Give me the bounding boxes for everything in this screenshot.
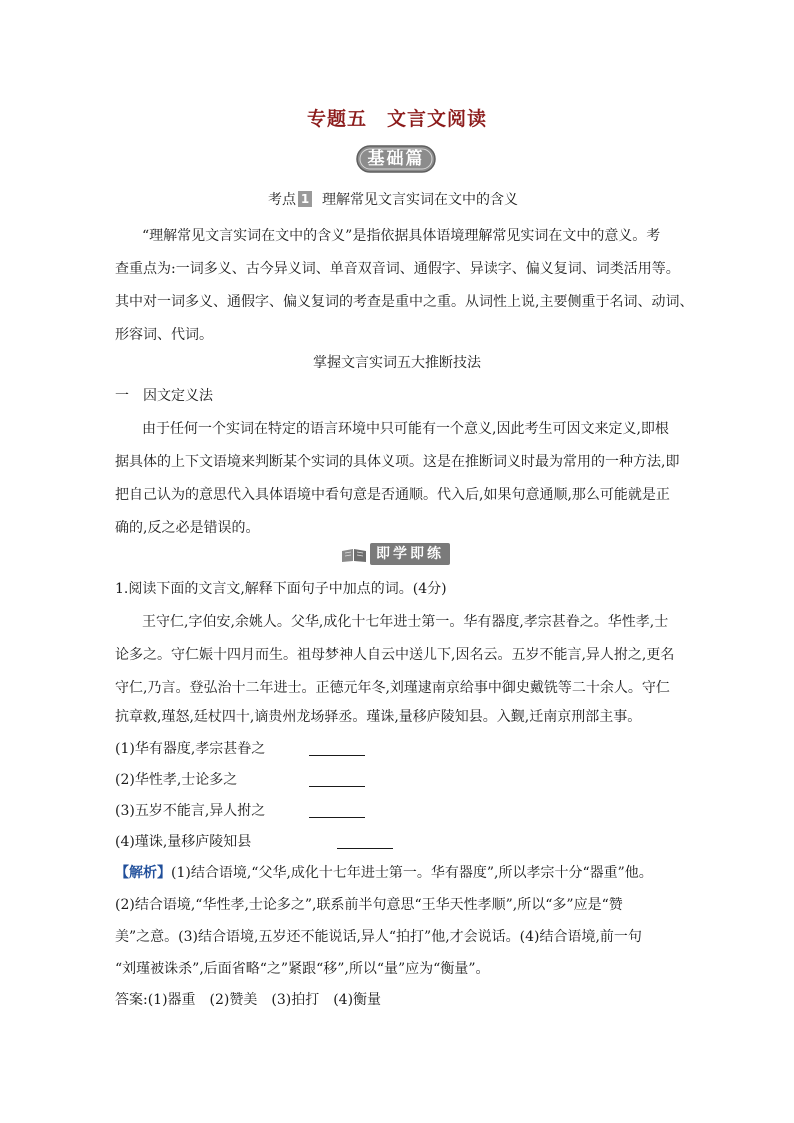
question-text: 1.阅读下面的文言文,解释下面句子中加点的词。(4分) [115,581,447,597]
kaodian-number: 1 [298,191,312,207]
answer-blank [309,803,365,818]
item-3 [115,800,265,822]
page-title: 专题五 文言文阅读 [306,108,487,130]
passage-line: 抗章救,瑾怒,廷杖四十,谪贵州龙场驿丞。瑾诛,量移庐陵知县。入觐,迁南京刑部主事。 [115,709,642,725]
analysis-tag: 【解析】 [115,865,171,881]
item-text: (1)华有器度,孝宗甚眷之 [115,741,266,757]
section-line: 确的,反之必是错误的。 [115,520,260,536]
passage-line: 王守仁,字伯安,余姚人。父华,成化十七年进士第一。华有器度,孝宗甚眷之。华性孝,士 [142,614,669,630]
section-label: 一 因文定义法 [115,388,213,404]
answer-blank [309,772,365,787]
badge-label: 基础篇 [367,149,425,169]
kaodian-text: 理解常见文言实词在文中的含义 [322,192,518,208]
intro-line: 查重点为:一词多义、古今异义词、单音双音词、通假字、异读字、偏义复词、词类活用等。 [115,261,680,277]
section-line: 由于任何一个实词在特定的语言环境中只可能有一个意义,因此考生可因文来定义,即根 [142,421,669,437]
item-text: (2)华性孝,士论多之 [115,772,238,788]
analysis-line: (2)结合语境,“华性孝,士论多之”,联系前半句意思“王华天性孝顺”,所以“多”应是“赞 [115,897,623,913]
item-2 [115,769,237,791]
item-1 [115,738,265,760]
intro-line: “理解常见文言实词在文中的含义”是指依据具体语境理解常见实词在文中的意义。考 [142,228,661,244]
section-line: 把自己认为的意思代入具体语境中看句意是否通顺。代入后,如果句意通顺,那么可能就是正 [115,487,670,503]
passage-line: 论多之。守仁娠十四月而生。祖母梦神人自云中送儿下,因名云。五岁不能言,异人拊之,更名 [115,647,675,663]
book-icon [340,547,368,563]
answer-line: 答案:(1)器重 (2)赞美 (3)拍打 (4)衡量 [115,992,382,1008]
intro-line: 形容词、代词。 [115,327,213,343]
section-badge [356,145,436,173]
kaodian-prefix: 考点 [268,192,296,208]
intro-line: 其中对一词多义、通假字、偏义复词的考查是重中之重。从词性上说,主要侧重于名词、动词、 [115,294,694,310]
practice-label: 即学即练 [370,543,450,565]
analysis-line [115,862,653,884]
subheading: 掌握文言实词五大推断技法 [313,355,481,371]
item-4 [115,831,251,853]
kaodian-heading [268,189,518,209]
analysis-line: “刘瑾被诛杀”,后面省略“之”紧跟“移”,所以“量”应为“衡量”。 [115,961,490,977]
analysis-line: 美”之意。(3)结合语境,五岁还不能说话,异人“拍打”他,才会说话。(4)结合语境,前一句 [115,929,642,945]
section-line: 据具体的上下文语境来判断某个实词的具体义项。这是在推断词义时最为常用的一种方法,即 [115,454,680,470]
passage-line: 守仁,乃言。登弘治十二年进士。正德元年冬,刘瑾逮南京给事中御史戴铣等二十余人。守仁 [115,680,670,696]
answer-blank [337,834,393,849]
analysis-text: (1)结合语境,“父华,成化十七年进士第一。华有器度”,所以孝宗十分“器重”他。 [171,865,653,881]
answer-blank [309,741,365,756]
item-text: (4)瑾诛,量移庐陵知县 [115,834,252,850]
item-text: (3)五岁不能言,异人拊之 [115,803,266,819]
